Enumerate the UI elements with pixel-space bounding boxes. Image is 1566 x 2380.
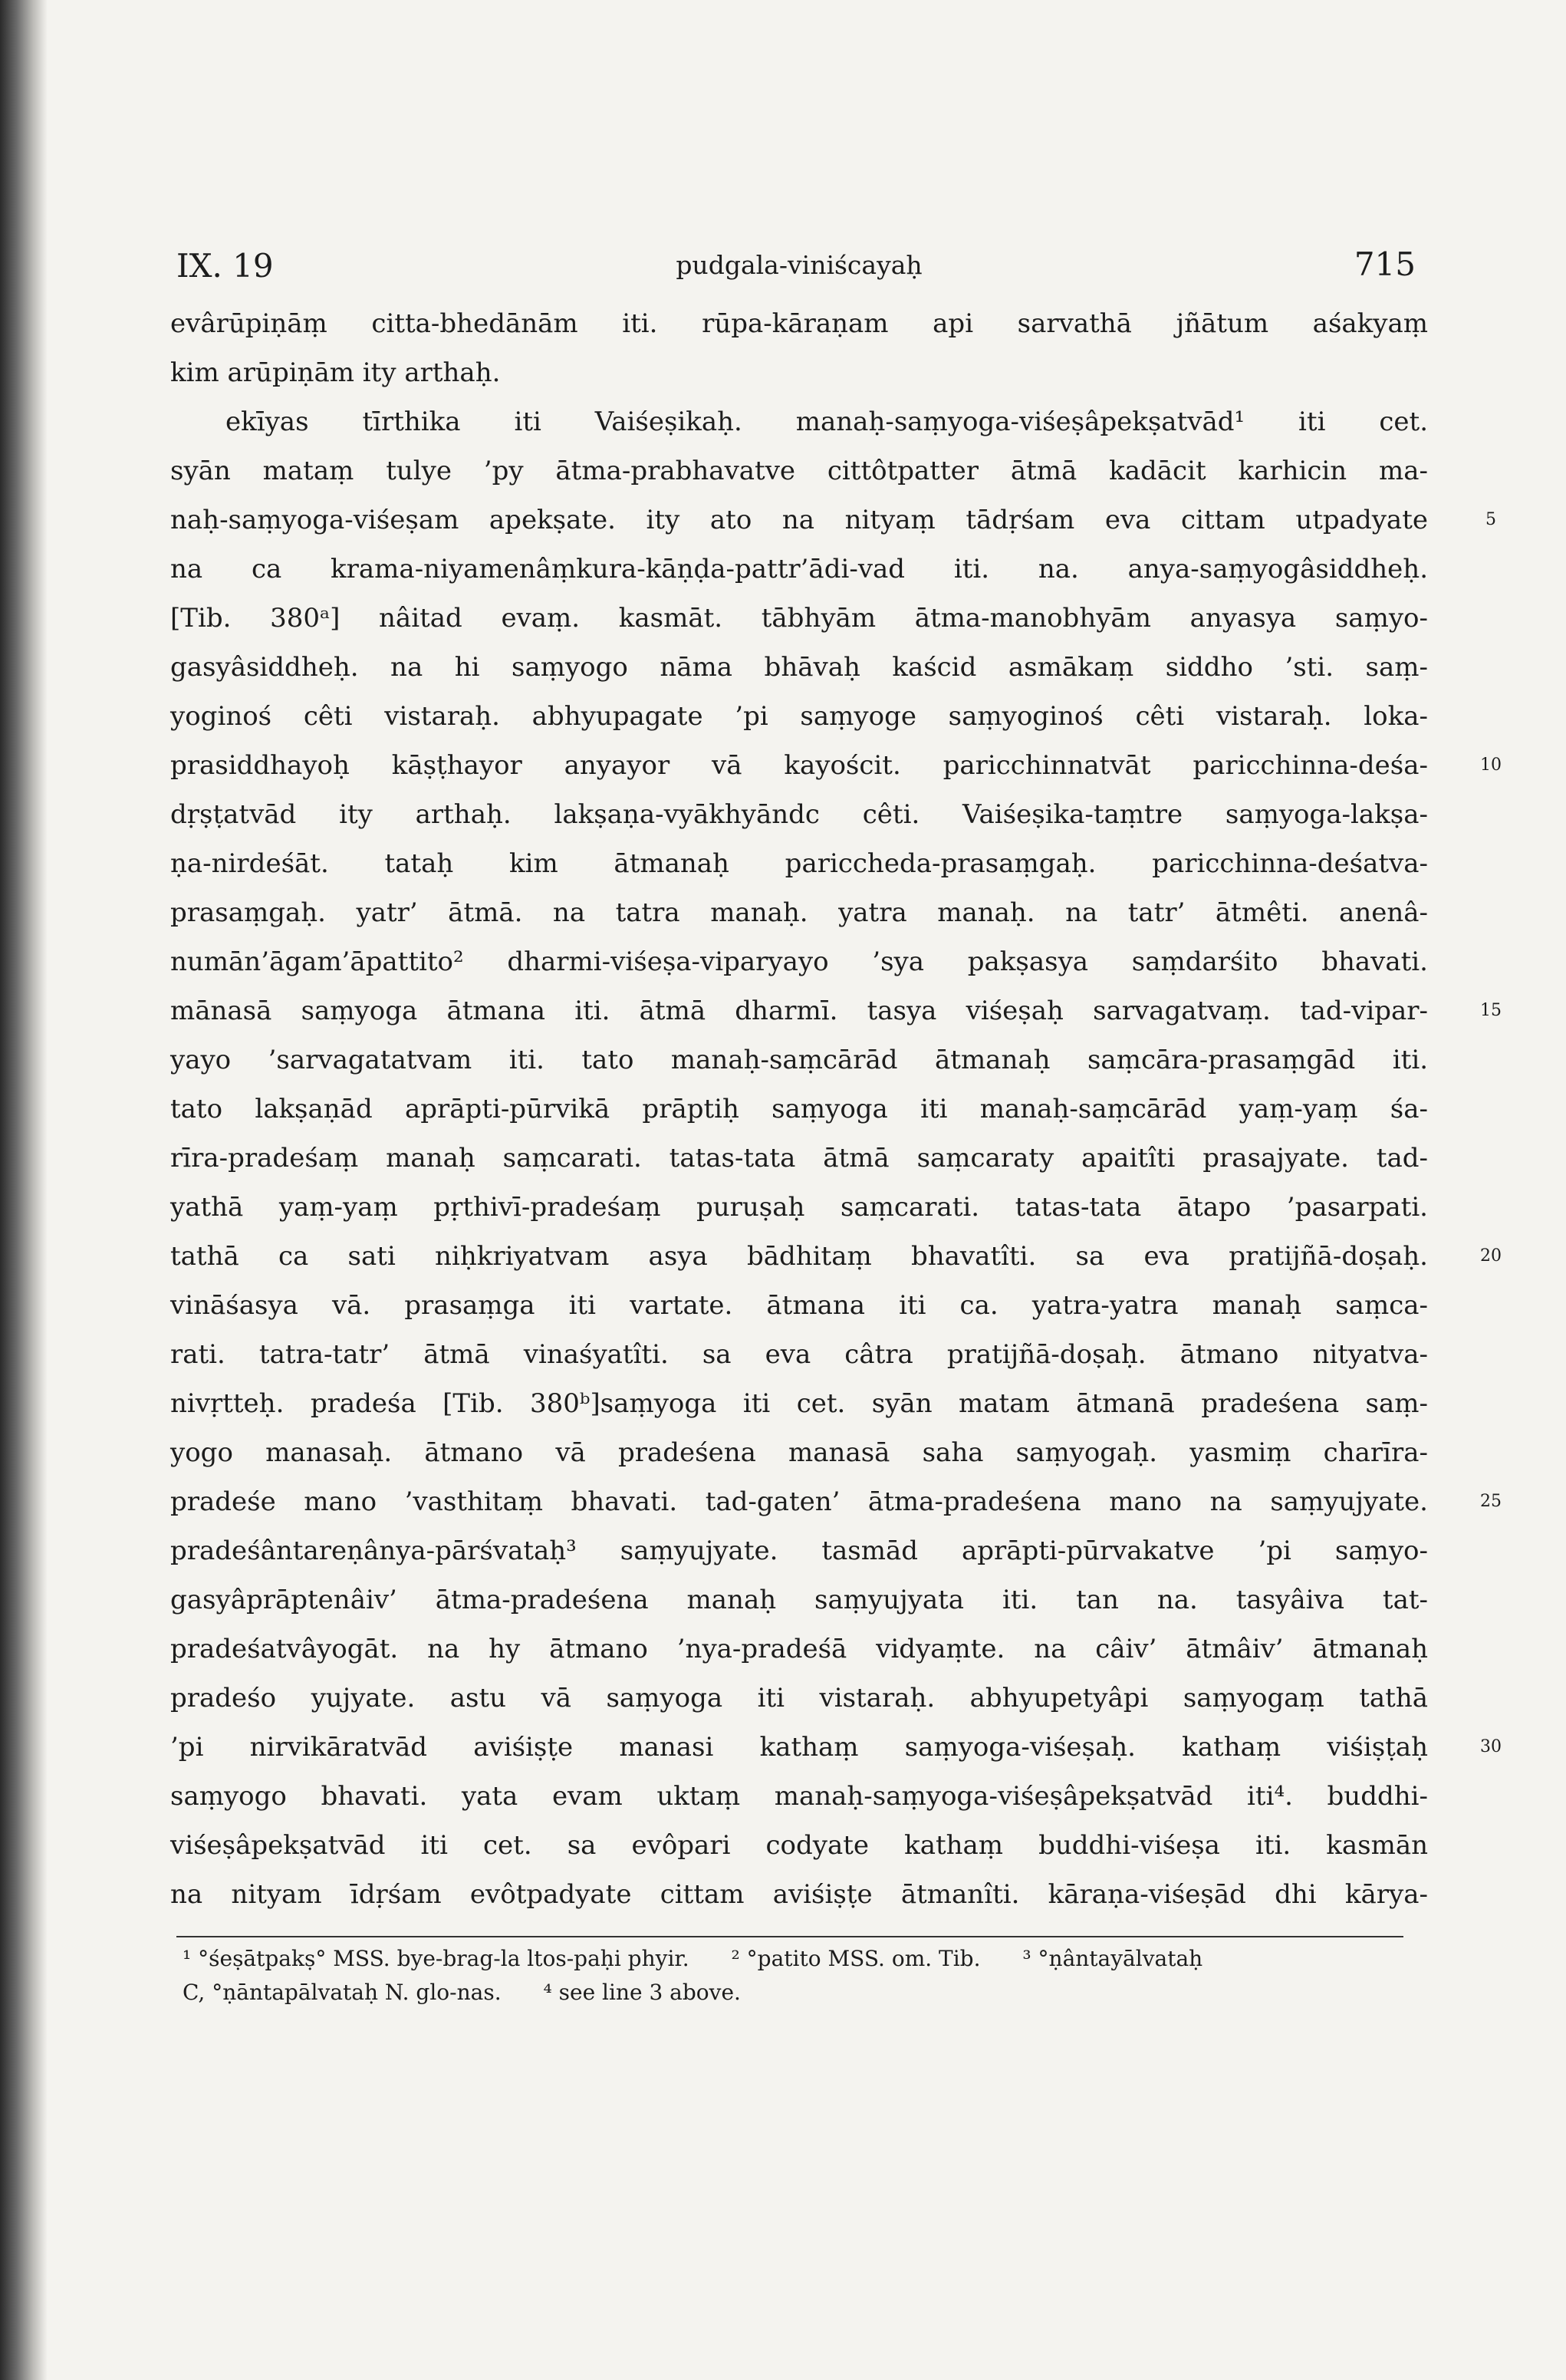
line-text: yoginoś cêti vistaraḥ. abhyupagate ’pi saṃyoge saṃyoginoś cêti vistaraḥ. loka- [170, 701, 1428, 732]
line-text: prasaṃgaḥ. yatr’ ātmā. na tatra manaḥ. yatra manaḥ. na tatr’ ātmêti. anenâ- [170, 897, 1428, 928]
footnote-1: ¹ °śeṣātpakṣ° MSS. bye-brag-la ltos-paḥi phyir. [183, 1946, 689, 1971]
running-title: pudgala-viniścayaḥ [676, 250, 923, 280]
text-line [170, 1575, 1428, 1625]
line-text: naḥ-saṃyoga-viśeṣam apekṣate. ity ato na nityaṃ tādṛśam eva cittam utpadyate [170, 505, 1428, 535]
margin-line-number: 5 [1485, 510, 1496, 529]
text-line [170, 839, 1428, 888]
text-line [170, 986, 1502, 1035]
line-text: pradeśatvâyogāt. na hy ātmano ’nya-pradeśā vidyaṃte. na câiv’ ātmâiv’ ātmanaḥ [170, 1634, 1428, 1664]
line-text: ṇa-nirdeśāt. tataḥ kim ātmanaḥ pariccheda-prasaṃgaḥ. paricchinna-deśatva- [170, 848, 1428, 879]
footnote-line [170, 1976, 1428, 2010]
line-text: saṃyogo bhavati. yata evam uktaṃ manaḥ-saṃyoga-viśeṣâpekṣatvād iti⁴. buddhi- [170, 1781, 1428, 1812]
text-line [170, 348, 1428, 397]
text-line [170, 1035, 1428, 1085]
text-line [170, 1428, 1428, 1477]
main-text [170, 299, 1502, 1919]
line-text: dṛṣṭatvād ity arthaḥ. lakṣaṇa-vyākhyāndc cêti. Vaiśeṣika-taṃtre saṃyoga-lakṣa- [170, 799, 1428, 830]
page [170, 238, 1502, 2010]
line-text: nivṛtteḥ. pradeśa [Tib. 380ᵇ]saṃyoga iti cet. syān matam ātmanā pradeśena saṃ- [170, 1388, 1428, 1419]
line-text: viśeṣâpekṣatvād iti cet. sa evôpari codyate kathaṃ buddhi-viśeṣa iti. kasmān [170, 1830, 1428, 1861]
line-text: tathā ca sati niḥkriyatvam asya bādhitaṃ bhavatîti. sa eva pratijñā-doṣaḥ. [170, 1241, 1428, 1272]
line-text: rīra-pradeśaṃ manaḥ saṃcarati. tatas-tata ātmā saṃcaraty apaitîti prasajyate. tad- [170, 1143, 1428, 1174]
line-text: [Tib. 380ᵃ] nâitad evaṃ. kasmāt. tābhyām ātma-manobhyām anyasya saṃyo- [170, 603, 1428, 634]
text-line [170, 1134, 1428, 1183]
text-line [170, 643, 1428, 692]
footnote-line [170, 1942, 1428, 1976]
line-text: numān’āgam’āpattito² dharmi-viśeṣa-viparyayo ’sya pakṣasya saṃdarśito bhavati. [170, 946, 1428, 977]
text-line [170, 937, 1428, 986]
text-line [170, 790, 1428, 839]
margin-line-number: 25 [1480, 1492, 1502, 1511]
chapter-reference: IX. 19 [176, 247, 274, 285]
line-text: yayo ’sarvagatatvam iti. tato manaḥ-saṃcārād ātmanaḥ saṃcāra-prasaṃgād iti. [170, 1045, 1428, 1075]
text-line [170, 1085, 1428, 1134]
text-line [170, 1625, 1428, 1674]
line-text: pradeśo yujyate. astu vā saṃyoga iti vistaraḥ. abhyupetyâpi saṃyogaṃ tathā [170, 1683, 1428, 1713]
footnote-3: ³ °ṇântayālvataḥ [1022, 1946, 1203, 1971]
line-text: ekīyas tīrthika iti Vaiśeṣikaḥ. manaḥ-saṃyoga-viśeṣâpekṣatvād¹ iti cet. [225, 407, 1428, 437]
margin-line-number: 30 [1480, 1737, 1502, 1756]
text-line [170, 1379, 1428, 1428]
text-line [170, 1772, 1428, 1821]
footnote-4: ⁴ see line 3 above. [543, 1980, 741, 2005]
line-text: tato lakṣaṇād aprāpti-pūrvikā prāptiḥ saṃyoga iti manaḥ-saṃcārād yaṃ-yaṃ śa- [170, 1094, 1428, 1124]
line-text: syān mataṃ tulye ’py ātma-prabhavatve cittôtpatter ātmā kadācit karhicin ma- [170, 456, 1428, 486]
page-number: 715 [1354, 245, 1416, 283]
line-text: rati. tatra-tatr’ ātmā vinaśyatîti. sa eva câtra pratijñā-doṣaḥ. ātmano nityatva- [170, 1339, 1428, 1370]
text-line [170, 1674, 1428, 1723]
line-text: evârūpiṇāṃ citta-bhedānām iti. rūpa-kāraṇam api sarvathā jñātum aśakyaṃ [170, 308, 1428, 339]
line-text: yogo manasaḥ. ātmano vā pradeśena manasā saha saṃyogaḥ. yasmiṃ charīra- [170, 1437, 1428, 1468]
line-text: pradeśe mano ’vasthitaṃ bhavati. tad-gaten’ ātma-pradeśena mano na saṃyujyate. [170, 1486, 1428, 1517]
text-line [170, 1183, 1428, 1232]
text-line [170, 888, 1428, 937]
footnote-3-continued: C, °ṇāntapālvataḥ N. glo-nas. [183, 1980, 502, 2005]
text-line [170, 1526, 1428, 1575]
text-line [170, 594, 1428, 643]
line-text: ’pi nirvikāratvād aviśiṣṭe manasi kathaṃ saṃyoga-viśeṣaḥ. kathaṃ viśiṣṭaḥ [170, 1732, 1428, 1763]
line-text: yathā yaṃ-yaṃ pṛthivī-pradeśaṃ puruṣaḥ saṃcarati. tatas-tata ātapo ’pasarpati. [170, 1192, 1428, 1223]
text-line [170, 1723, 1502, 1772]
line-text: gasyâsiddheḥ. na hi saṃyogo nāma bhāvaḥ kaścid asmākaṃ siddho ’sti. saṃ- [170, 652, 1428, 683]
line-text: kim arūpiṇām ity arthaḥ. [170, 357, 501, 388]
text-line [170, 545, 1428, 594]
margin-line-number: 10 [1480, 755, 1502, 775]
line-text: mānasā saṃyoga ātmana iti. ātmā dharmī. tasya viśeṣaḥ sarvagatvaṃ. tad-vipar- [170, 996, 1428, 1026]
text-line [170, 299, 1428, 348]
text-line [170, 741, 1502, 790]
footnote-separator [176, 1936, 1403, 1937]
text-line [170, 692, 1428, 741]
text-line [170, 1330, 1428, 1379]
margin-line-number: 20 [1480, 1246, 1502, 1266]
text-line [170, 1477, 1502, 1526]
line-text: na nityam īdṛśam evôtpadyate cittam aviśiṣṭe ātmanîti. kāraṇa-viśeṣād dhi kārya- [170, 1879, 1428, 1910]
line-text: na ca krama-niyamenâṃkura-kāṇḍa-pattr’ādi-vad iti. na. anya-saṃyogâsiddheḥ. [170, 554, 1428, 584]
line-text: gasyâprāptenâiv’ ātma-pradeśena manaḥ saṃyujyata iti. tan na. tasyâiva tat- [170, 1585, 1428, 1615]
text-line [170, 495, 1496, 545]
margin-line-number: 15 [1480, 1001, 1502, 1020]
text-line [170, 397, 1428, 446]
line-text: prasiddhayoḥ kāṣṭhayor anyayor vā kayościt. paricchinnatvāt paricchinna-deśa- [170, 750, 1428, 781]
footnote-2: ² °patito MSS. om. Tib. [731, 1946, 981, 1971]
text-line [170, 1870, 1428, 1919]
running-header [170, 238, 1428, 291]
text-line [170, 1232, 1502, 1281]
line-text: vināśasya vā. prasaṃga iti vartate. ātmana iti ca. yatra-yatra manaḥ saṃca- [170, 1290, 1428, 1321]
line-text: pradeśântareṇânya-pārśvataḥ³ saṃyujyate. tasmād aprāpti-pūrvakatve ’pi saṃyo- [170, 1536, 1428, 1566]
book-binding-shadow [0, 0, 48, 2380]
text-line [170, 1821, 1428, 1870]
text-line [170, 446, 1428, 495]
text-line [170, 1281, 1428, 1330]
